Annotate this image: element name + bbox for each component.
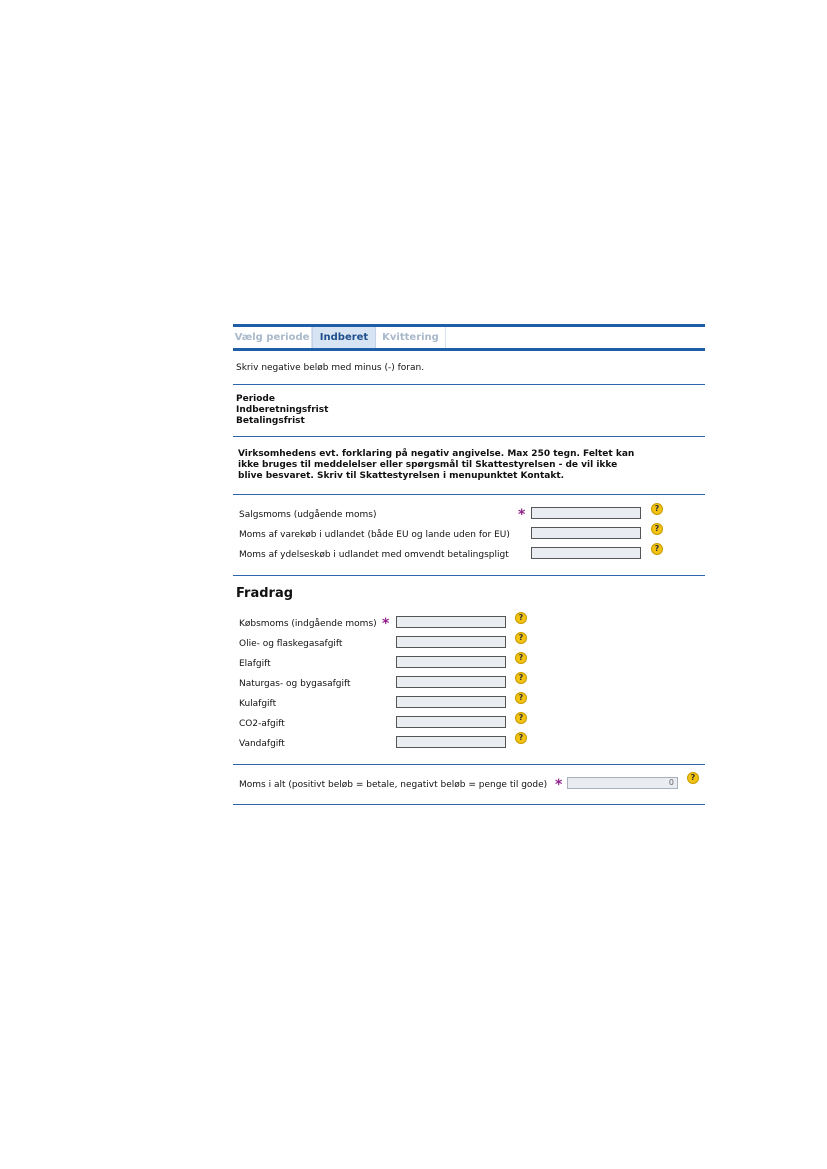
tab-vaelg-periode[interactable]: Vælg periode xyxy=(233,327,312,348)
moms-i-alt-label: Moms i alt (positivt beløb = betale, negativt beløb = penge til gode) xyxy=(239,780,548,790)
salgsmoms-input[interactable] xyxy=(531,507,641,519)
required-marker: * xyxy=(382,616,390,632)
required-marker: * xyxy=(518,507,526,523)
help-icon[interactable]: ? xyxy=(515,652,527,664)
help-icon[interactable]: ? xyxy=(515,672,527,684)
co2-afgift-label: CO2-afgift xyxy=(239,719,285,729)
divider xyxy=(233,436,705,437)
naturgas-bygasafgift-label: Naturgas- og bygasafgift xyxy=(239,679,351,689)
moms-varekoeb-label: Moms af varekøb i udlandet (både EU og lande uden for EU) xyxy=(239,530,510,540)
help-icon[interactable]: ? xyxy=(651,523,663,535)
help-icon[interactable]: ? xyxy=(651,543,663,555)
olie-flaskegasafgift-label: Olie- og flaskegasafgift xyxy=(239,639,343,649)
moms-varekoeb-input[interactable] xyxy=(531,527,641,539)
periode-label: Periode xyxy=(236,394,275,404)
explanation-line: Virksomhedens evt. forklaring på negativ angivelse. Max 250 tegn. Feltet kan xyxy=(238,449,635,459)
divider xyxy=(233,384,705,385)
help-icon[interactable]: ? xyxy=(651,503,663,515)
vandafgift-input[interactable] xyxy=(396,736,506,748)
divider xyxy=(233,804,705,805)
help-icon[interactable]: ? xyxy=(515,732,527,744)
elafgift-input[interactable] xyxy=(396,656,506,668)
naturgas-bygasafgift-input[interactable] xyxy=(396,676,506,688)
kulafgift-label: Kulafgift xyxy=(239,699,277,709)
tab-indberet[interactable]: Indberet xyxy=(312,327,376,348)
help-icon[interactable]: ? xyxy=(515,632,527,644)
indberetningsfrist-label: Indberetningsfrist xyxy=(236,405,329,415)
olie-flaskegasafgift-input[interactable] xyxy=(396,636,506,648)
divider xyxy=(233,575,705,576)
divider xyxy=(233,494,705,495)
co2-afgift-input[interactable] xyxy=(396,716,506,728)
elafgift-label: Elafgift xyxy=(239,659,271,669)
koebsmoms-label: Købsmoms (indgående moms) xyxy=(239,619,377,629)
help-icon[interactable]: ? xyxy=(515,612,527,624)
help-icon[interactable]: ? xyxy=(687,772,699,784)
help-icon[interactable]: ? xyxy=(515,692,527,704)
vandafgift-label: Vandafgift xyxy=(239,739,285,749)
tab-kvittering[interactable]: Kvittering xyxy=(376,327,446,348)
required-marker: * xyxy=(555,777,563,793)
koebsmoms-input[interactable] xyxy=(396,616,506,628)
fradrag-heading: Fradrag xyxy=(236,586,294,601)
moms-ydelseskoeb-input[interactable] xyxy=(531,547,641,559)
betalingsfrist-label: Betalingsfrist xyxy=(236,416,305,426)
divider xyxy=(233,764,705,765)
negative-amount-notice: Skriv negative beløb med minus (-) foran. xyxy=(236,363,425,373)
help-icon[interactable]: ? xyxy=(515,712,527,724)
explanation-line: ikke bruges til meddelelser eller spørgsmål til Skattestyrelsen - de vil ikke xyxy=(238,460,618,470)
moms-i-alt-output: 0 xyxy=(567,777,678,789)
moms-ydelseskoeb-label: Moms af ydelseskøb i udlandet med omvendt betalingspligt xyxy=(239,550,509,560)
salgsmoms-label: Salgsmoms (udgående moms) xyxy=(239,510,377,520)
kulafgift-input[interactable] xyxy=(396,696,506,708)
explanation-line: blive besvaret. Skriv til Skattestyrelsen i menupunktet Kontakt. xyxy=(238,471,565,481)
tabbar-bottom-line xyxy=(233,348,705,351)
